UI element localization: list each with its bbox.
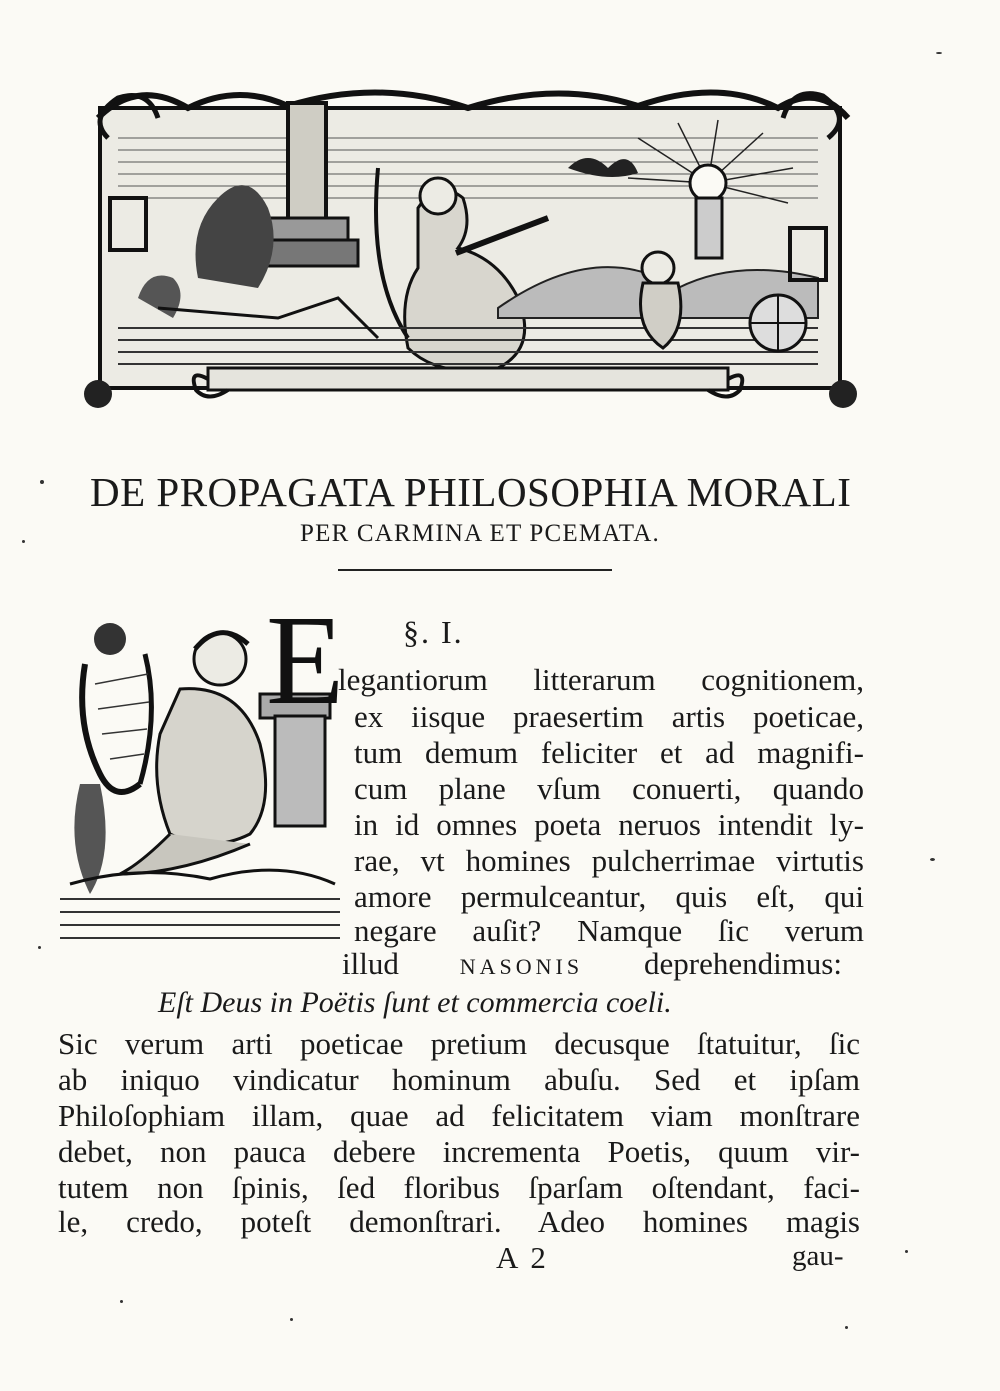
text-line: in id omnes poeta neruos intendit ly- (354, 807, 864, 842)
text-line: tum demum feliciter et ad magnifi- (354, 735, 864, 770)
text-line: Philoſophiam illam, quae ad felicitatem viam monſtrare (58, 1098, 860, 1133)
text-line: ex iisque praesertim artis poeticae, (354, 699, 864, 734)
drop-cap-initial: E (266, 589, 345, 731)
text-line: amore permulceantur, quis eſt, qui (354, 879, 864, 914)
text-fragment: illud (342, 946, 399, 981)
signature-mark: A 2 (496, 1240, 549, 1275)
section-number: §. I. (403, 614, 464, 650)
page-subtitle: PER CARMINA ET PCEMATA. (300, 520, 660, 547)
author-name: NASONIS (459, 954, 584, 979)
verse-quotation: Eſt Deus in Poëtis ſunt et commercia coeli. (158, 986, 672, 1019)
text-line: rae, vt homines pulcherrimae virtutis (354, 843, 864, 878)
headpiece-woodcut (78, 78, 860, 418)
text-line: tutem non ſpinis, ſed floribus ſparſam oſtendant, faci- (58, 1170, 860, 1205)
text-line: negare auſit? Namque ſic verum (354, 913, 864, 948)
text-line-nasonis (342, 948, 842, 979)
text-fragment: deprehendimus: (643, 946, 842, 981)
title-rule (338, 569, 612, 571)
text-line: legantiorum litterarum cognitionem, (338, 662, 864, 697)
catchword: gau- (792, 1240, 844, 1272)
text-line: cum plane vſum conuerti, quando (354, 771, 864, 806)
text-line: debet, non pauca debere incrementa Poetis, quum vir- (58, 1134, 860, 1169)
text-line: Sic verum arti poeticae pretium decusque ſtatuitur, ſic (58, 1026, 860, 1061)
text-line: ab iniquo vindicatur hominum abuſu. Sed et ipſam (58, 1062, 860, 1097)
text-line: le, credo, poteſt demonſtrari. Adeo homines magis (58, 1204, 860, 1239)
page-title: DE PROPAGATA PHILOSOPHIA MORALI (90, 469, 852, 515)
